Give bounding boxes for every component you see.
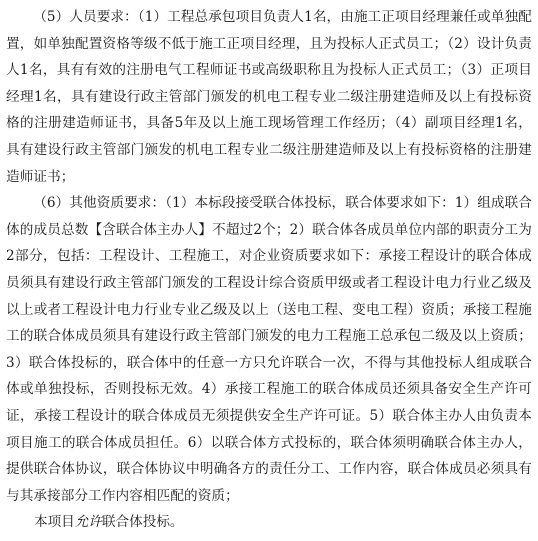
- paragraph-personnel-requirements: （5）人员要求：（1）工程总承包项目负责人1名，由施工正项目经理兼任或单独配置，如单独配置资格等级不低于施工正项目经理，且为投标人正式员工；（2）设计负责人1名，具有有效的注册电气工程师证书或高级职称且为投标人正式员工；（3）正项目经理1名，具有建设行政主管部门颁发的机电工程专业二级注册建造师及以上有投标资格的注册建造师证书，具备5年及以上施工现场管理工作经历；（4）副项目经理1名，具有建设行政主管部门颁发的机电工程专业二级注册建造师及以上有投标资格的注册建造师证书；: [6, 9, 532, 185]
- closing-statement: [6, 509, 532, 536]
- paragraph-other-qualification-requirements: （6）其他资质要求：（1）本标段接受联合体投标，联合体要求如下：1）组成联合体的成员总数【含联合体主办人】不超过2个；2）联合体各成员单位内部的职责分工为2部分，包括：工程设计、工程施工，对企业资质要求如下：承接工程设计的联合体成员须具有建设行政主管部门颁发的工程设计综合资质甲级或者工程设计电力行业乙级及以上或者工程设计电力行业专业乙级及以上（送电工程、变电工程）资质；承接工程施工的联合体成员须具有建设行政主管部门颁发的电力工程施工总承包二级及以上资质；3）联合体投标的，联合体中的任意一方只允许联合一次，不得与其他投标人组成联合体或单独投标，否则投标无效。4）承接工程施工的联合体成员还须具备安全生产许可证，承接工程设计的联合体成员无须提供安全生产许可证。5）联合体主办人由负责本项目施工的联合体成员担任。6）以联合体方式投标的，联合体须明确联合体主办人，提供联合体协议，联合体协议中明确各方的责任分工、工作内容，联合体成员必须具有与其承接部分工作内容相匹配的资质；: [6, 195, 532, 504]
- closing-emphasis: 允许: [74, 514, 102, 531]
- closing-suffix: 联合体投标。: [101, 514, 184, 531]
- closing-prefix: 本项目: [34, 514, 75, 531]
